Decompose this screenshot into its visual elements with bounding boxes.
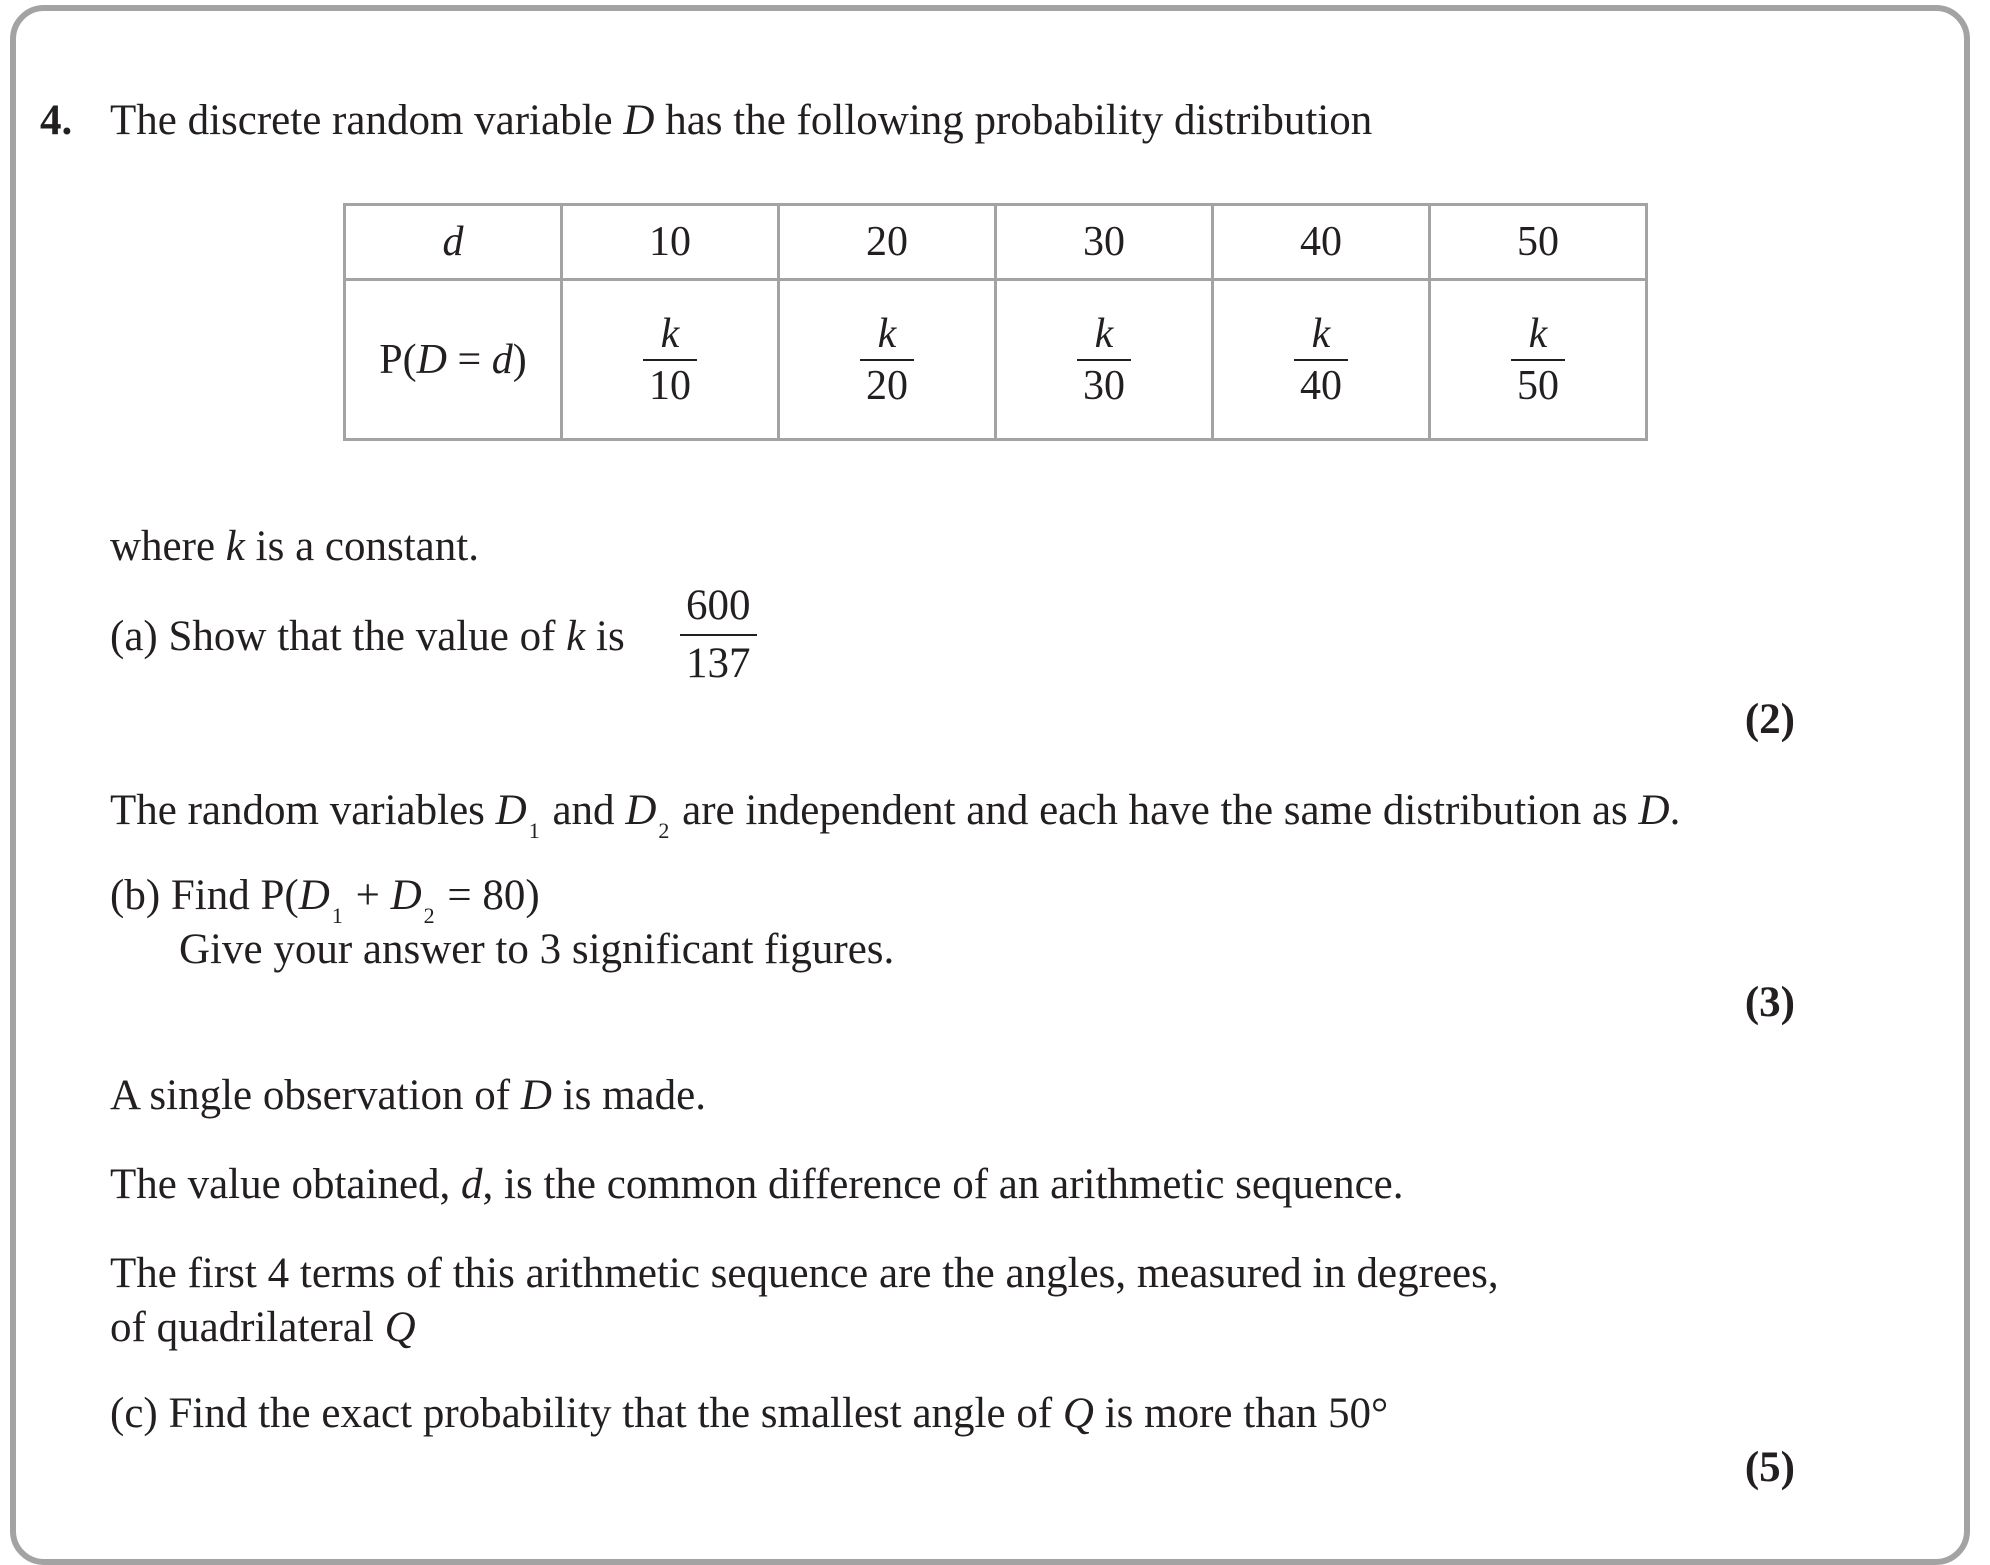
part-b-instruction: Give your answer to 3 significant figures. [179, 926, 895, 973]
header-d-text: d [442, 219, 464, 265]
fraction-denominator: 50 [1517, 362, 1559, 409]
terms-line2-variable: Q [384, 1304, 416, 1351]
probability-distribution-table [343, 203, 1648, 441]
prob-header-var2: d [491, 336, 513, 383]
indep-var-d: D [1638, 787, 1670, 834]
part-a-label: (a) [110, 613, 158, 660]
part-b-equals: = 80) [436, 872, 540, 919]
part-c-label: (c) [110, 1390, 158, 1437]
prob-header-eq: = [447, 336, 492, 383]
prob-header-pre: P( [379, 336, 417, 383]
table-cell-value: 50 [1430, 205, 1647, 280]
fraction-numerator: k [1528, 310, 1548, 357]
fraction [1077, 309, 1131, 411]
part-a-text [110, 612, 625, 662]
where-post: is a constant. [244, 523, 479, 570]
terms-line2-pre: of quadrilateral [110, 1304, 385, 1351]
fraction-numerator: k [1094, 310, 1114, 357]
fraction [860, 309, 914, 411]
indep-post: are independent and each have the same distribution as [671, 787, 1639, 834]
indep-pre: The random variables [110, 787, 496, 834]
part-c-variable: Q [1062, 1390, 1094, 1437]
fraction-denominator: 10 [649, 362, 691, 409]
part-b-plus: + [344, 872, 391, 919]
table-cell-value: 10 [562, 205, 779, 280]
table-header-d [345, 205, 562, 280]
part-b-find-pre: Find P( [160, 872, 299, 919]
intro-variable: D [623, 97, 655, 144]
indep-var-d2: D [625, 787, 657, 834]
fraction-denominator: 20 [866, 362, 908, 409]
observation-statement [110, 1071, 706, 1121]
part-a-variable: k [566, 613, 586, 660]
part-b-sub-2: 2 [423, 903, 435, 928]
obs-variable: D [520, 1072, 552, 1119]
value-variable: d [461, 1161, 483, 1208]
fraction-numerator: k [660, 310, 680, 357]
value-pre: The value obtained, [110, 1161, 462, 1208]
table-row-values [345, 205, 1647, 280]
fraction [1511, 309, 1565, 411]
part-b-label: (b) [110, 872, 161, 919]
question-number: 4. [40, 97, 73, 144]
prob-header-var1: D [416, 336, 447, 383]
intro-text-pre: The discrete random variable [110, 97, 624, 144]
part-a-marks: (2) [1744, 696, 1795, 743]
fraction-numerator: k [1311, 310, 1331, 357]
where-k-constant [110, 522, 479, 572]
independence-statement [110, 786, 1681, 843]
k-fraction-denominator: 137 [686, 640, 751, 687]
terms-statement-line1: The first 4 terms of this arithmetic sequence are the angles, measured in degrees, [110, 1250, 1499, 1297]
fraction-numerator: k [877, 310, 897, 357]
fraction [1294, 309, 1348, 411]
part-b-var-d2: D [390, 872, 422, 919]
table-cell-probability [1213, 280, 1430, 440]
part-c-marks: (5) [1744, 1444, 1795, 1491]
part-c-post: is more than 50° [1093, 1390, 1389, 1437]
terms-statement-line2 [110, 1303, 416, 1353]
part-a-pre: Show that the value of [157, 613, 567, 660]
value-post: , is the common difference of an arithmetic sequence. [482, 1161, 1404, 1208]
table-cell-probability [996, 280, 1213, 440]
table-row-probabilities [345, 280, 1647, 440]
part-c-pre: Find the exact probability that the smallest angle of [157, 1390, 1063, 1437]
prob-header-post: ) [512, 336, 527, 383]
table-cell-probability [1430, 280, 1647, 440]
indep-mid: and [541, 787, 626, 834]
part-b-text [110, 871, 540, 928]
table-cell-value: 40 [1213, 205, 1430, 280]
question-intro [110, 96, 1372, 146]
fraction-denominator: 40 [1300, 362, 1342, 409]
k-value-fraction [680, 578, 757, 692]
fraction [643, 309, 697, 411]
k-fraction-numerator: 600 [686, 582, 751, 629]
indep-sub-2: 2 [658, 818, 670, 843]
part-b-var-d1: D [298, 872, 330, 919]
indep-sub-1: 1 [528, 818, 540, 843]
table-cell-value: 30 [996, 205, 1213, 280]
table-cell-probability [562, 280, 779, 440]
where-pre: where [110, 523, 226, 570]
indep-var-d1: D [495, 787, 527, 834]
indep-end: . [1669, 787, 1681, 834]
fraction-denominator: 30 [1083, 362, 1125, 409]
table-cell-probability [779, 280, 996, 440]
intro-text-post: has the following probability distribution [654, 97, 1373, 144]
table-header-probability [345, 280, 562, 440]
obs-pre: A single observation of [110, 1072, 521, 1119]
value-statement [110, 1160, 1404, 1210]
obs-post: is made. [551, 1072, 706, 1119]
part-c-text [110, 1389, 1388, 1439]
table-cell-value: 20 [779, 205, 996, 280]
part-b-sub-1: 1 [331, 903, 343, 928]
part-a-post: is [585, 613, 625, 660]
part-b-marks: (3) [1744, 979, 1795, 1026]
where-variable: k [225, 523, 245, 570]
